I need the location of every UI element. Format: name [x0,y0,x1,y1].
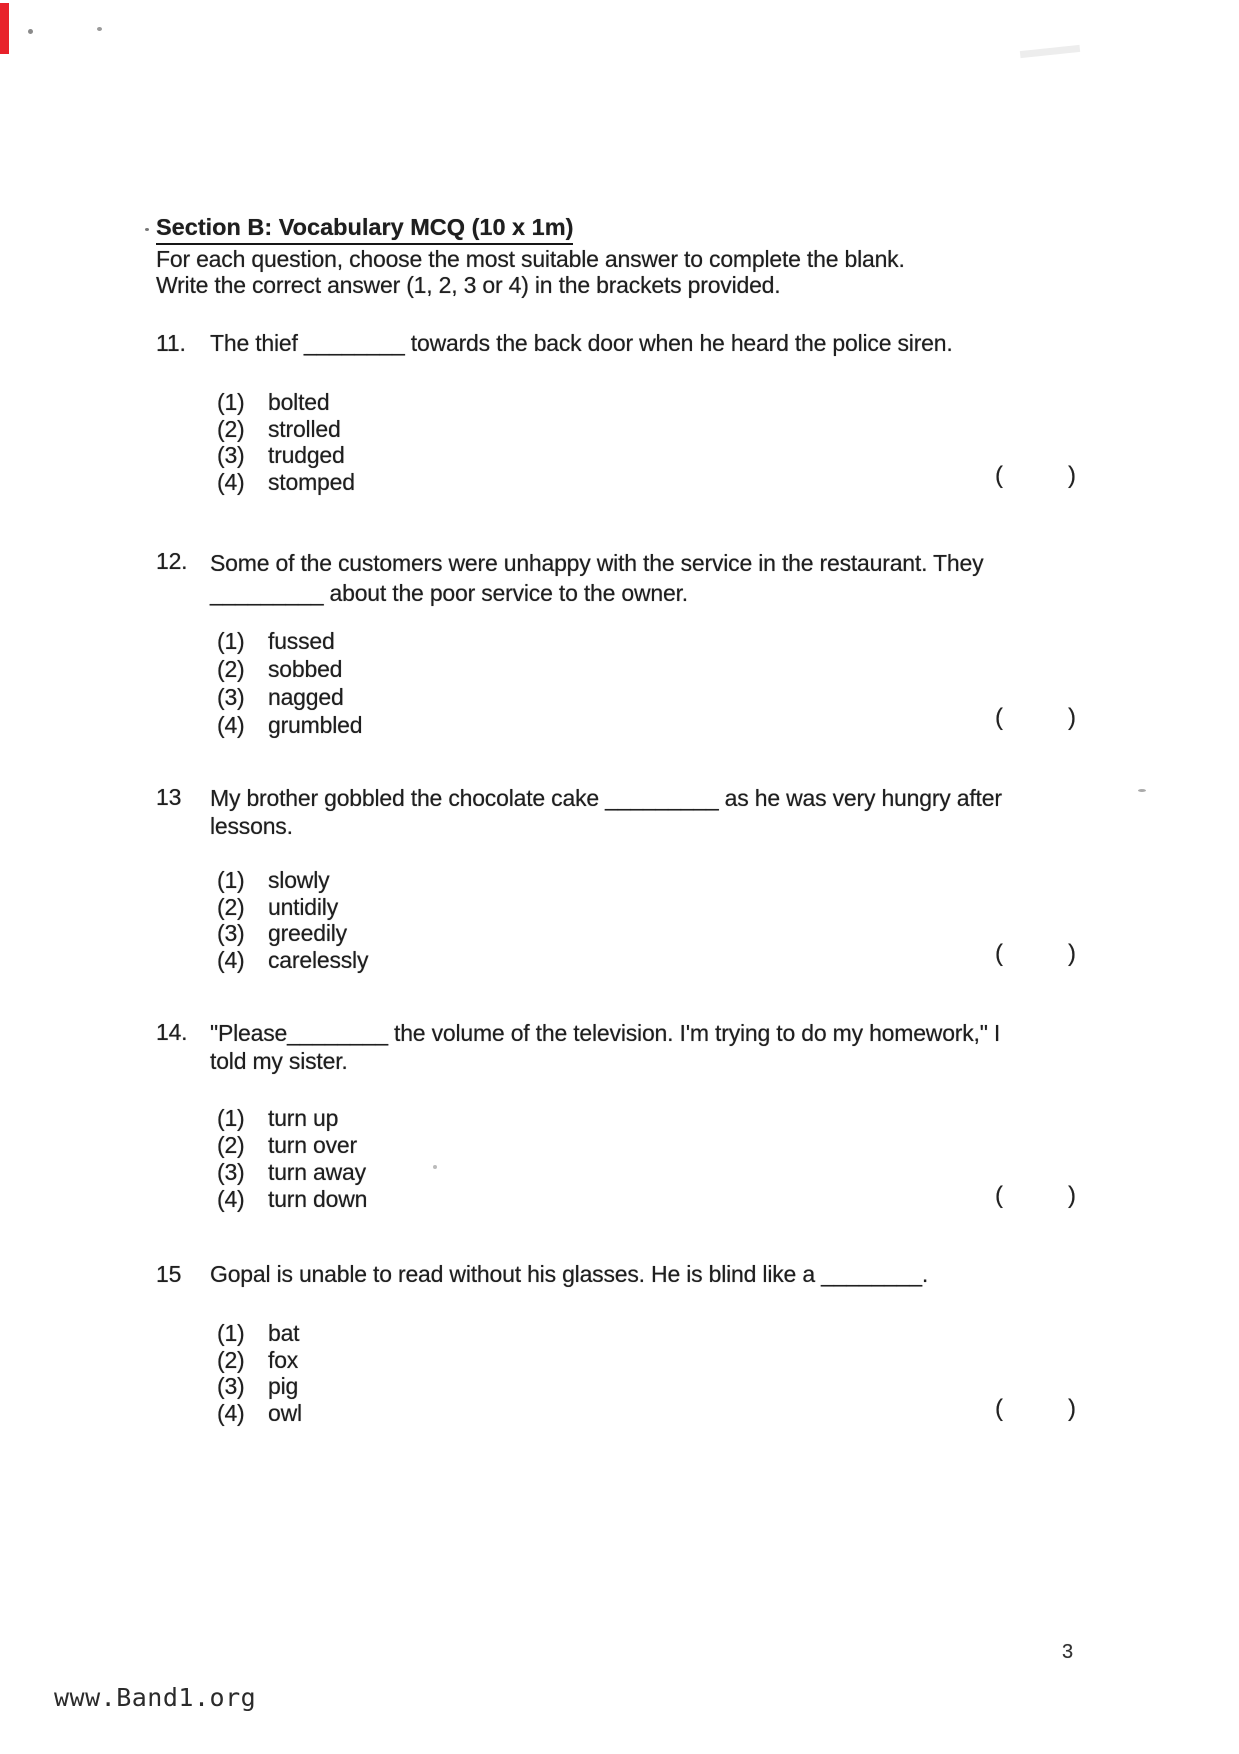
option-row [217,867,368,894]
page-number: 3 [1062,1641,1074,1663]
question-number: 12. [156,548,188,574]
options-list [217,627,362,739]
option-label: grumbled [268,712,363,738]
option-row [217,1320,302,1347]
option-row [217,947,368,974]
option-label: turn away [268,1159,366,1185]
option-label: nagged [268,684,344,710]
scan-speck [28,29,33,34]
option-row [217,711,362,739]
option-number: (1) [217,1320,245,1346]
options-list [217,867,368,973]
option-number: (3) [217,684,245,710]
option-number: (1) [217,389,245,415]
option-number: (3) [217,1373,245,1399]
question-line: Gopal is unable to read without his glasses. He is blind like a ________. [210,1261,929,1287]
option-number: (2) [217,656,245,682]
section-title: Section B: Vocabulary MCQ (10 x 1m) [156,214,573,245]
option-number: (1) [217,628,245,654]
option-number: (4) [217,468,245,495]
option-number: (2) [217,1132,245,1158]
question-text [210,1019,1000,1075]
option-label: carelessly [268,946,369,973]
question-line: lessons. [210,813,293,839]
option-number: (2) [217,1346,245,1373]
option-label: fox [268,1346,299,1373]
close-bracket: ) [1068,1395,1076,1422]
close-bracket: ) [1068,704,1076,731]
option-label: bat [268,1320,300,1346]
open-bracket: ( [995,462,1003,489]
option-label: turn down [268,1186,368,1212]
question-text [210,330,953,357]
scan-speck [145,228,149,231]
open-bracket: ( [995,1395,1003,1422]
scan-smudge [1020,45,1080,58]
option-label: turn up [268,1105,339,1131]
close-bracket: ) [1068,1182,1076,1209]
scan-speck [1138,789,1146,792]
option-label: strolled [268,415,341,442]
option-row [217,442,355,469]
option-row [217,894,368,921]
question-line: My brother gobbled the chocolate cake _________ as he was very hungry after [210,785,1002,811]
open-bracket: ( [995,1182,1003,1209]
question-line: "Please________ the volume of the television. I'm trying to do my homework," I [210,1020,1001,1046]
close-bracket: ) [1068,940,1076,967]
open-bracket: ( [995,940,1003,967]
option-number: (3) [217,442,245,468]
option-row [217,1159,367,1186]
option-row [217,1105,367,1132]
option-label: owl [268,1399,302,1426]
option-label: untidily [268,893,338,920]
question-number: 15 [156,1261,182,1287]
option-label: slowly [268,867,330,893]
question-number: 13 [156,784,182,810]
footer-watermark-url: www.Band1.org [54,1683,257,1712]
question-number: 14. [156,1019,188,1045]
question-number: 11. [156,330,186,356]
option-row [217,469,355,496]
question-line: Some of the customers were unhappy with the service in the restaurant. They [210,550,984,576]
option-number: (2) [217,893,245,920]
options-list [217,1105,367,1213]
scan-speck [97,27,102,31]
option-number: (1) [217,867,245,893]
question-text [210,1261,928,1288]
instruction-line-2: Write the correct answer (1, 2, 3 or 4) in the brackets provided. [156,272,781,298]
option-number: (4) [217,1399,245,1426]
option-row [217,416,355,443]
open-bracket: ( [995,704,1003,731]
scan-edge-red-strip [0,3,9,54]
question-text [210,548,983,608]
option-row [217,1373,302,1400]
option-row [217,1132,367,1159]
option-label: pig [268,1373,299,1399]
option-row [217,655,362,683]
option-row [217,627,362,655]
option-number: (2) [217,415,245,442]
option-label: greedily [268,920,347,946]
option-label: turn over [268,1132,357,1158]
options-list [217,1320,302,1426]
question-text [210,784,1002,840]
option-row [217,1400,302,1427]
option-number: (3) [217,920,245,946]
options-list [217,389,355,495]
option-row [217,389,355,416]
question-line: told my sister. [210,1048,348,1074]
close-bracket: ) [1068,462,1076,489]
question-line: The thief ________ towards the back door when he heard the police siren. [210,330,953,356]
option-label: fussed [268,628,335,654]
option-row [217,1186,367,1213]
option-number: (4) [217,946,245,973]
question-line: _________ about the poor service to the owner. [210,580,688,606]
option-row [217,1347,302,1374]
option-row [217,920,368,947]
scan-speck [433,1165,437,1169]
option-number: (1) [217,1105,245,1131]
instruction-line-1: For each question, choose the most suitable answer to complete the blank. [156,246,905,272]
option-number: (4) [217,1186,245,1212]
option-number: (3) [217,1159,245,1185]
option-number: (4) [217,712,245,738]
option-label: bolted [268,389,330,415]
option-label: stomped [268,468,355,495]
option-label: trudged [268,442,345,468]
option-row [217,683,362,711]
option-label: sobbed [268,656,343,682]
